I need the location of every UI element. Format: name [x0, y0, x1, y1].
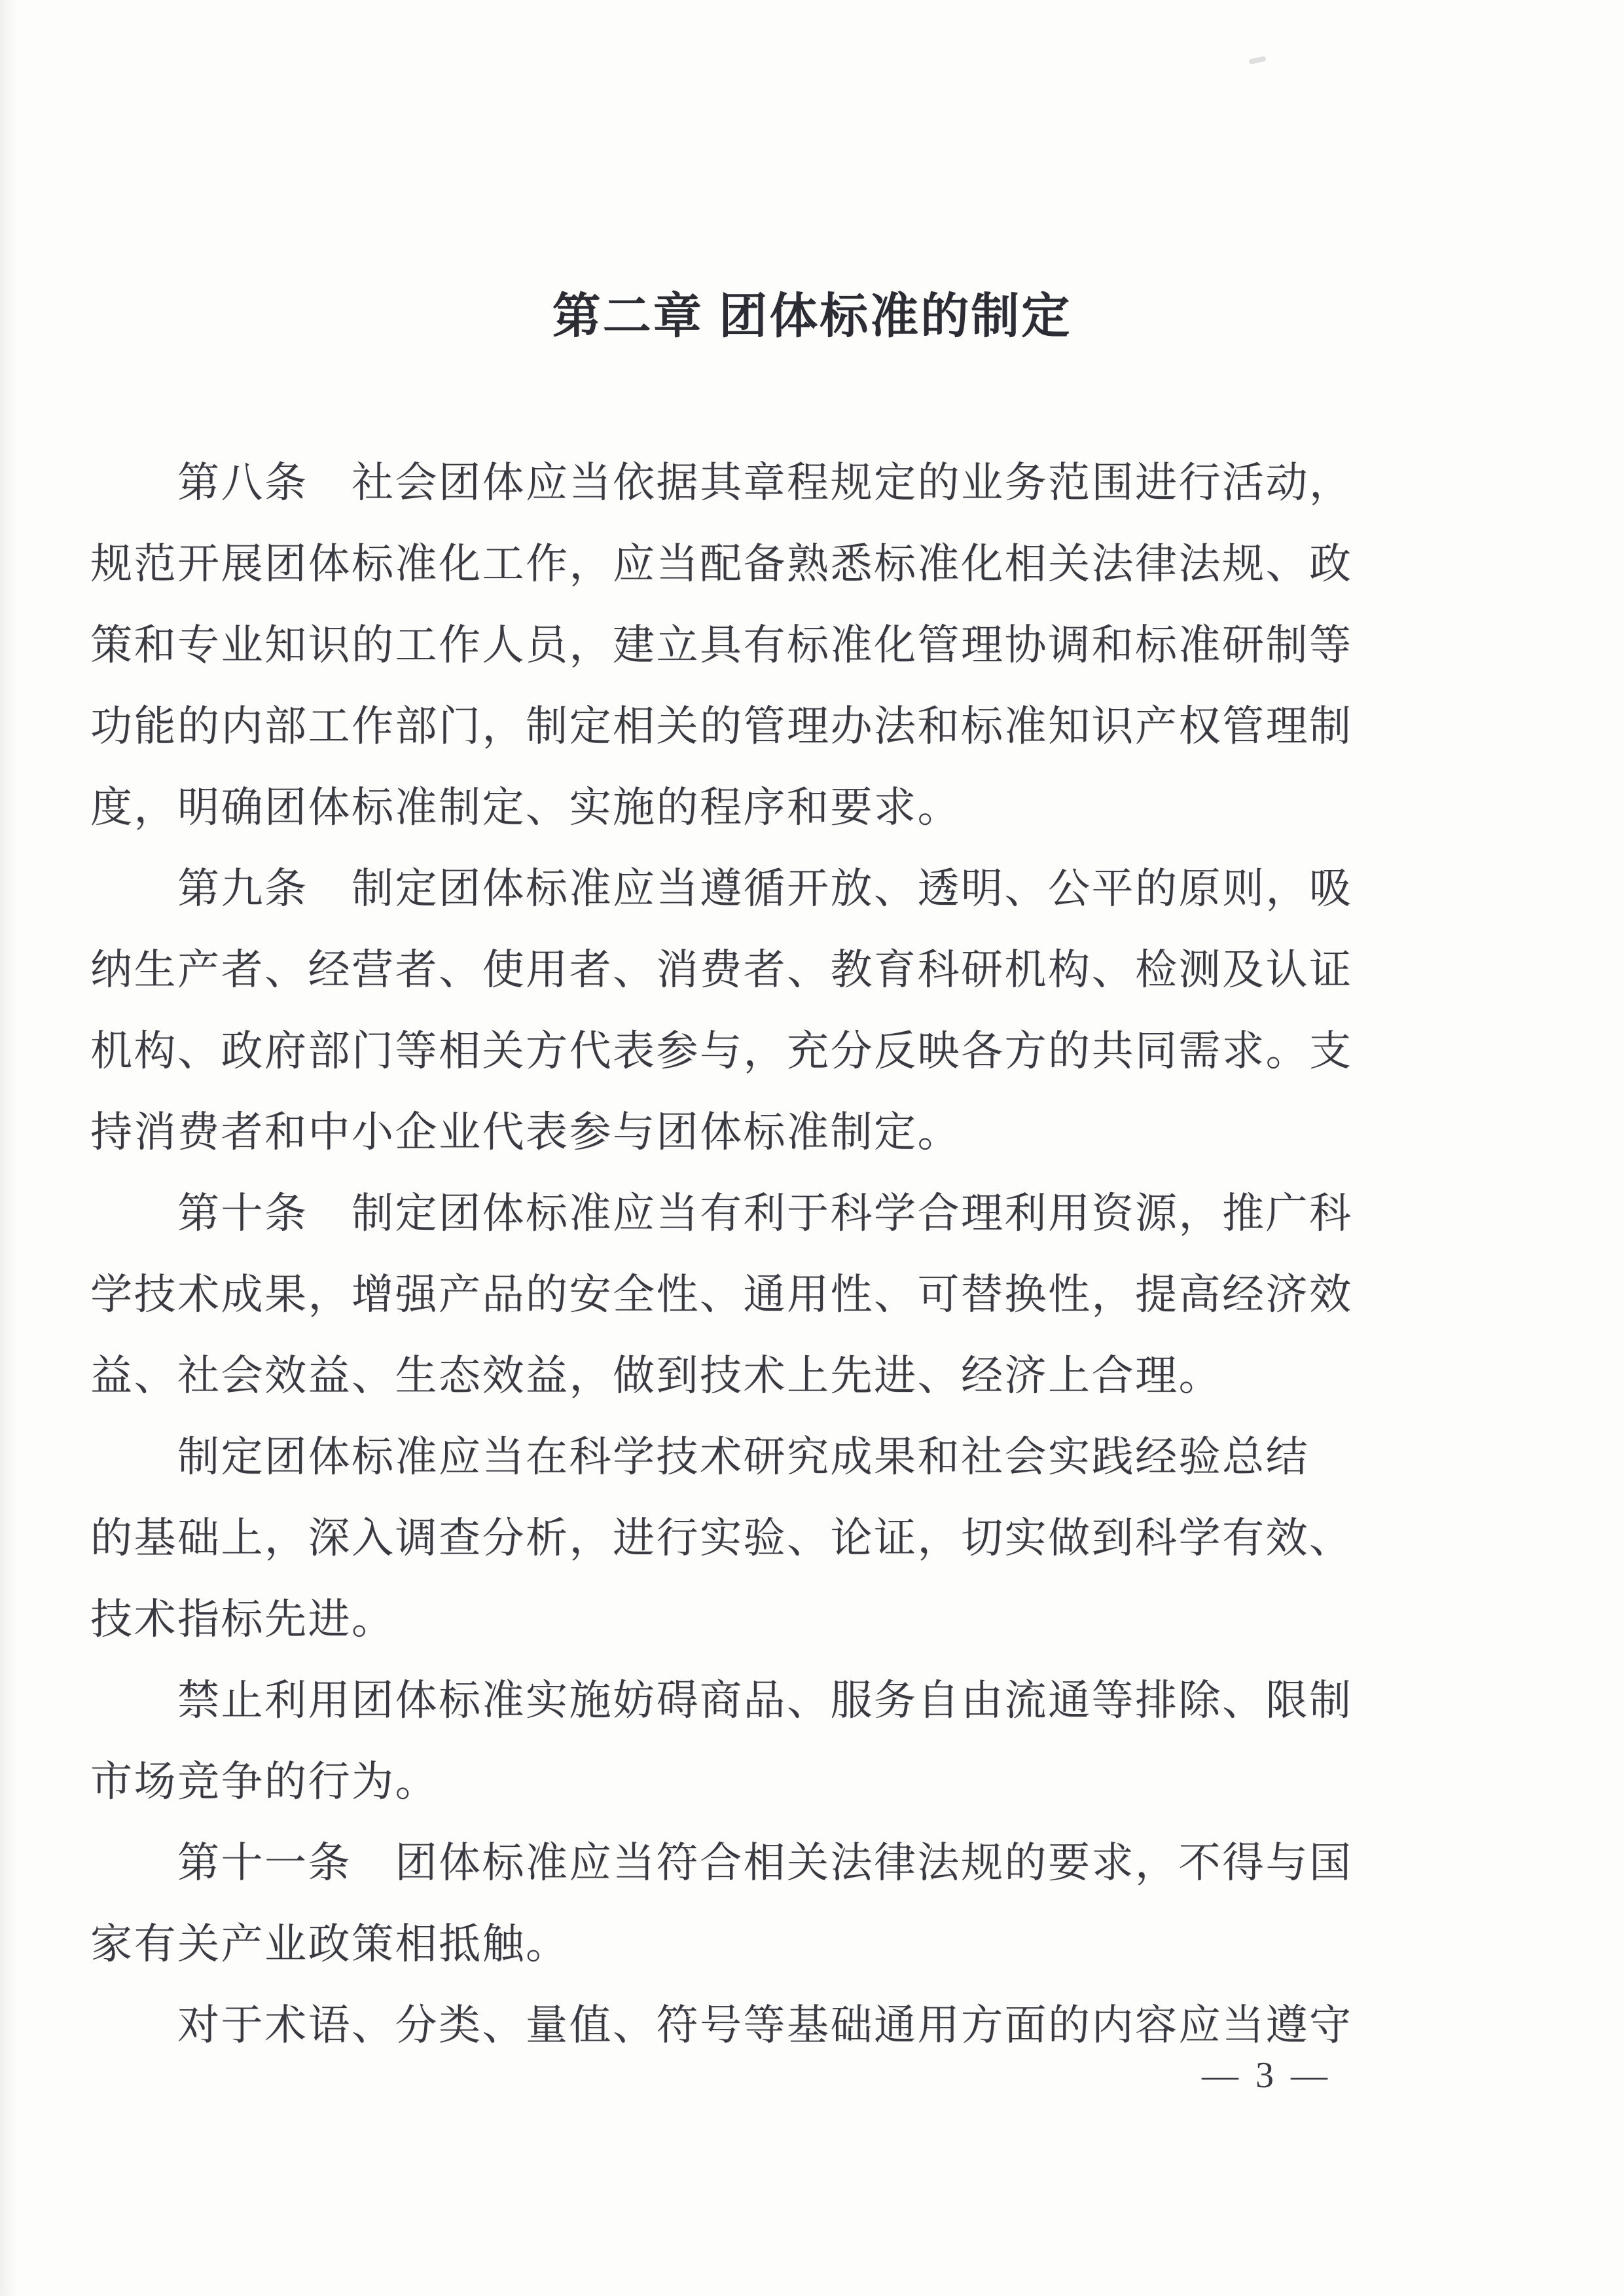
body-line: 功能的内部工作部门，制定相关的管理办法和标准知识产权管理制 [90, 703, 1353, 750]
body-line: 禁止利用团体标准实施妨碍商品、服务自由流通等排除、限制 [90, 1677, 1353, 1724]
body-line: 第九条 制定团体标准应当遵循开放、透明、公平的原则，吸 [90, 866, 1353, 912]
body-text-block [90, 443, 1402, 2066]
body-line: 持消费者和中小企业代表参与团体标准制定。 [90, 1109, 961, 1156]
body-line: 机构、政府部门等相关方代表参与，充分反映各方的共同需求。支 [90, 1028, 1353, 1074]
body-line: 第十一条 团体标准应当符合相关法律法规的要求，不得与国 [90, 1840, 1353, 1886]
body-line: 市场竞争的行为。 [90, 1758, 439, 1805]
body-line: 第八条 社会团体应当依据其章程规定的业务范围进行活动， [90, 460, 1353, 506]
body-line: 对于术语、分类、量值、符号等基础通用方面的内容应当遵守 [90, 2002, 1353, 2049]
body-line: 的基础上，深入调查分析，进行实验、论证，切实做到科学有效、 [90, 1515, 1353, 1561]
body-line: 策和专业知识的工作人员，建立具有标准化管理协调和标准研制等 [90, 622, 1353, 668]
scan-speck-artifact [1248, 56, 1266, 64]
body-line: 纳生产者、经营者、使用者、消费者、教育科研机构、检测及认证 [90, 947, 1353, 993]
body-line: 制定团体标准应当在科学技术研究成果和社会实践经验总结 [90, 1434, 1309, 1480]
chapter-title: 第二章 团体标准的制定 [552, 289, 1072, 343]
body-line: 第十条 制定团体标准应当有利于科学合理利用资源，推广科 [90, 1190, 1353, 1237]
body-line: 学技术成果，增强产品的安全性、通用性、可替换性，提高经济效 [90, 1271, 1353, 1318]
body-line: 技术指标先进。 [90, 1596, 395, 1643]
body-line: 规范开展团体标准化工作，应当配备熟悉标准化相关法律法规、政 [90, 541, 1353, 587]
body-line: 益、社会效益、生态效益，做到技术上先进、经济上合理。 [90, 1353, 1222, 1399]
page-number: — 3 — [1202, 2055, 1331, 2096]
body-line: 家有关产业政策相抵触。 [90, 1921, 569, 1967]
body-line: 度，明确团体标准制定、实施的程序和要求。 [90, 784, 961, 831]
